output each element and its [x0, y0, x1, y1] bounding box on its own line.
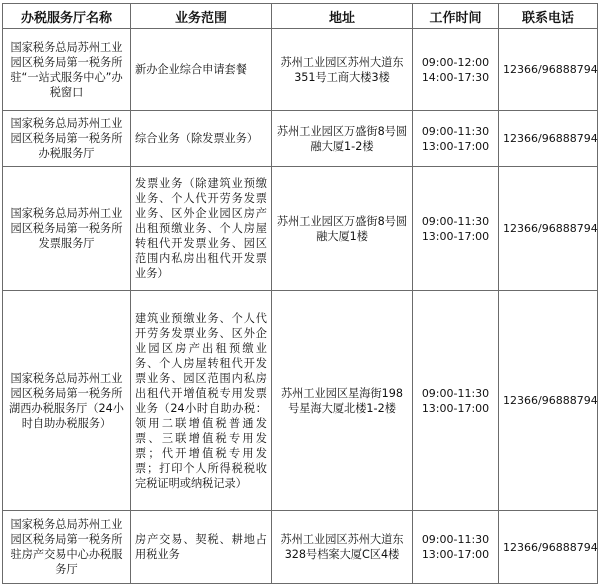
- header-address: 地址: [272, 4, 413, 29]
- header-row: [3, 4, 598, 29]
- hours-morning: 09:00-11:30: [421, 386, 490, 400]
- hours-afternoon: 13:00-17:00: [421, 139, 490, 153]
- table-row: [3, 29, 598, 111]
- address-cell: 苏州工业园区星海街198号星海大厦北楼1-2楼: [272, 291, 413, 511]
- business-scope-cell: 建筑业预缴业务、个人代开劳务发票业务、区外企业园区房产出租预缴业务、个人房屋转租代开发票业务、园区范围内私房出租代开增值税专用发票业务（24小时自助办税：领用二联增值税普通发票、三联增值税专用发票；代开增值税专用发票；打印个人所得税税收完税证明或纳税记录）: [131, 291, 272, 511]
- header-business-scope: 业务范围: [131, 4, 272, 29]
- phone-cell: 12366/96888794: [499, 167, 598, 291]
- working-hours-cell: [413, 291, 499, 511]
- table-row: [3, 511, 598, 584]
- header-phone: 联系电话: [499, 4, 598, 29]
- business-scope-cell: 发票业务（除建筑业预缴业务、个人代开劳务发票业务、区外企业园区房产出租预缴业务、个人房屋转租代开发票业务、园区范围内私房出租代开发票业务）: [131, 167, 272, 291]
- phone-cell: 12366/96888794: [499, 291, 598, 511]
- hall-name-cell: 国家税务总局苏州工业园区税务局第一税务所发票服务厅: [3, 167, 131, 291]
- address-cell: 苏州工业园区万盛街8号圆融大厦1楼: [272, 167, 413, 291]
- hall-name-cell: 国家税务总局苏州工业园区税务局第一税务所湖西办税服务厅（24小时自助办税服务）: [3, 291, 131, 511]
- hours-morning: 09:00-12:00: [421, 55, 490, 69]
- working-hours-cell: [413, 167, 499, 291]
- hours-morning: 09:00-11:30: [421, 124, 490, 138]
- business-scope-cell: 房产交易、契税、耕地占用税业务: [131, 511, 272, 584]
- phone-cell: 12366/96888794: [499, 111, 598, 167]
- working-hours-cell: [413, 511, 499, 584]
- table-row: [3, 167, 598, 291]
- header-working-hours: 工作时间: [413, 4, 499, 29]
- hall-name-cell: 国家税务总局苏州工业园区税务局第一税务所驻房产交易中心办税服务厅: [3, 511, 131, 584]
- header-hall-name: 办税服务厅名称: [3, 4, 131, 29]
- hours-morning: 09:00-11:30: [421, 214, 490, 228]
- hours-afternoon: 14:00-17:30: [421, 70, 490, 84]
- phone-cell: 12366/96888794: [499, 511, 598, 584]
- address-cell: 苏州工业园区万盛街8号圆融大厦1-2楼: [272, 111, 413, 167]
- business-scope-cell: 新办企业综合申请套餐: [131, 29, 272, 111]
- hours-afternoon: 13:00-17:00: [421, 548, 490, 561]
- hours-afternoon: 13:00-17:00: [421, 229, 490, 243]
- hall-name-cell: 国家税务总局苏州工业园区税务局第一税务所办税服务厅: [3, 111, 131, 167]
- phone-cell: 12366/96888794: [499, 29, 598, 111]
- hours-morning: 09:00-11:30: [421, 533, 490, 546]
- working-hours-cell: [413, 29, 499, 111]
- address-cell: 苏州工业园区苏州大道东351号工商大楼3楼: [272, 29, 413, 111]
- address-cell: 苏州工业园区苏州大道东328号档案大厦C区4楼: [272, 511, 413, 584]
- service-hall-table: [2, 3, 598, 584]
- hours-afternoon: 13:00-17:00: [421, 401, 490, 415]
- working-hours-cell: [413, 111, 499, 167]
- business-scope-cell: 综合业务（除发票业务）: [131, 111, 272, 167]
- table-row: [3, 291, 598, 511]
- table-row: [3, 111, 598, 167]
- hall-name-cell: 国家税务总局苏州工业园区税务局第一税务所驻“一站式服务中心”办税窗口: [3, 29, 131, 111]
